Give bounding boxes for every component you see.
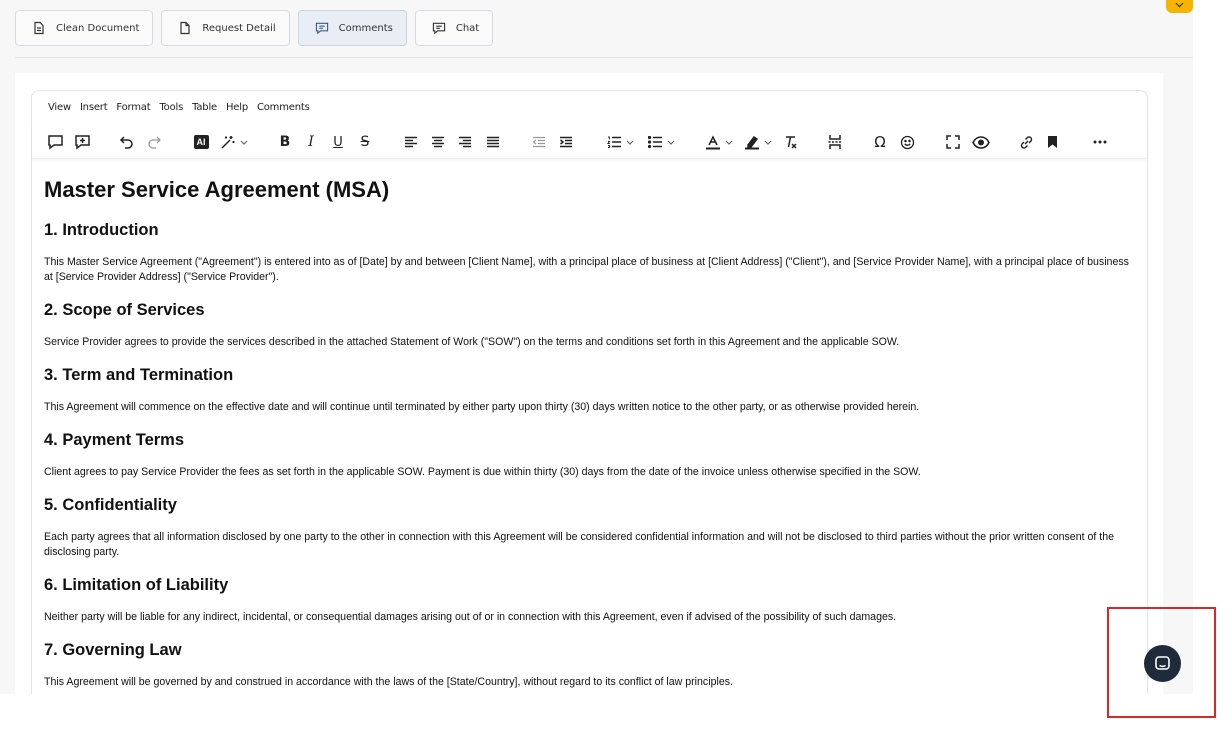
chevron-down-icon bbox=[667, 140, 675, 145]
undo-button[interactable] bbox=[118, 131, 134, 153]
link-button[interactable] bbox=[1018, 131, 1034, 153]
underline-button[interactable] bbox=[331, 131, 345, 153]
page-break-icon bbox=[828, 134, 842, 150]
tab-clean-document[interactable] bbox=[15, 10, 153, 46]
section-body: Neither party will be liable for any indirect, incidental, or consequential damages arising out of or in connection with this Agreement, even if advised of the possibility of such damages. bbox=[44, 611, 897, 623]
bold-icon: B bbox=[279, 134, 291, 150]
align-center-button[interactable] bbox=[431, 131, 445, 153]
chevron-down-icon bbox=[725, 140, 733, 145]
special-character-button[interactable] bbox=[872, 131, 888, 153]
fullscreen-button[interactable] bbox=[945, 131, 961, 153]
view-tabs bbox=[15, 10, 493, 46]
editor-panel bbox=[15, 73, 1163, 694]
chat-icon bbox=[432, 21, 446, 35]
section-heading: 6. Limitation of Liability bbox=[44, 576, 229, 594]
chevron-down-icon bbox=[764, 140, 772, 145]
bookmark-button[interactable] bbox=[1045, 131, 1059, 153]
fullscreen-icon bbox=[946, 135, 960, 149]
clear-formatting-button[interactable] bbox=[782, 131, 798, 153]
menu-view[interactable]: View bbox=[48, 102, 71, 113]
add-comment-button[interactable] bbox=[73, 131, 91, 153]
align-justify-button[interactable] bbox=[486, 131, 500, 153]
align-right-icon bbox=[458, 136, 472, 148]
section-heading: 4. Payment Terms bbox=[44, 431, 185, 449]
ai-button[interactable] bbox=[192, 131, 210, 153]
indent-button[interactable] bbox=[559, 131, 573, 153]
align-center-icon bbox=[431, 136, 445, 148]
undo-icon bbox=[119, 135, 134, 149]
more-horizontal-icon bbox=[1093, 140, 1107, 144]
menu-insert[interactable]: Insert bbox=[79, 102, 108, 113]
strikethrough-icon: S bbox=[360, 134, 370, 150]
align-left-button[interactable] bbox=[404, 131, 418, 153]
add-comment-icon bbox=[74, 134, 91, 150]
document-title: Master Service Agreement (MSA) bbox=[44, 177, 390, 202]
strikethrough-button[interactable] bbox=[357, 131, 373, 153]
editor-toolbar bbox=[32, 125, 1147, 159]
underline-icon: U bbox=[333, 134, 343, 150]
magic-wand-icon bbox=[220, 135, 236, 150]
section-body: Client agrees to pay Service Provider the fees as set forth in the applicable SOW. Payment is due within thirty (30) days from the date of the invoice unless otherwise specified in the SOW. bbox=[44, 466, 921, 478]
section-heading: 1. Introduction bbox=[44, 221, 159, 239]
page-break-button[interactable] bbox=[827, 131, 843, 153]
section-body: This Agreement will be governed by and construed in accordance with the laws of the [State/Country], without regard to its conflict of law principles. bbox=[44, 676, 733, 688]
file-icon bbox=[178, 21, 192, 35]
menu-format[interactable]: Format bbox=[116, 102, 151, 113]
italic-icon: I bbox=[308, 134, 314, 150]
eye-icon bbox=[972, 136, 990, 149]
preview-button[interactable] bbox=[972, 131, 990, 153]
section-body: This Master Service Agreement ("Agreement") is entered into as of [Date] by and between [Client Name], with a principal place of business at [Client Address] ("Client"), and [Service Provider Name], with a principal place of business at [Service Provider Address] ("Service Provider"). bbox=[44, 256, 1129, 283]
document-icon bbox=[32, 21, 46, 35]
section-body: This Agreement will commence on the effective date and will continue until terminated by either party upon thirty (30) days written notice to the other party, or as otherwise provided herein. bbox=[44, 401, 920, 413]
section-heading: 3. Term and Termination bbox=[44, 366, 234, 384]
section-heading: 2. Scope of Services bbox=[44, 301, 205, 319]
indent-icon bbox=[559, 136, 573, 148]
section-body: Service Provider agrees to provide the services described in the attached Statement of Work ("SOW") on the terms and conditions set forth in this Agreement and the applicable SOW. bbox=[44, 336, 900, 348]
emoji-icon bbox=[900, 135, 915, 150]
chat-launcher-button[interactable] bbox=[1144, 645, 1181, 682]
chevron-down-icon bbox=[240, 140, 248, 145]
magic-wand-dropdown[interactable] bbox=[219, 131, 249, 153]
more-options-button[interactable] bbox=[1091, 131, 1109, 153]
text-color-icon bbox=[705, 135, 721, 150]
ai-icon: AI bbox=[194, 135, 209, 149]
tab-chat[interactable] bbox=[415, 10, 493, 46]
editor-menubar bbox=[48, 102, 310, 118]
section-body: Each party agrees that all information disclosed by one party to the other in connection with this Agreement will be considered confidential information and will not be disclosed to third parties without the prior written consent of the disclosing party. bbox=[44, 531, 1114, 558]
omega-icon: Ω bbox=[874, 133, 886, 151]
redo-icon bbox=[147, 135, 162, 149]
bold-button[interactable] bbox=[277, 131, 293, 153]
tab-comments[interactable] bbox=[298, 10, 407, 46]
highlight-color-dropdown[interactable] bbox=[743, 131, 773, 153]
outdent-icon bbox=[532, 136, 546, 148]
tab-label: Request Detail bbox=[202, 22, 276, 34]
outdent-button[interactable] bbox=[532, 131, 546, 153]
corner-badge-icon[interactable] bbox=[1166, 0, 1193, 13]
emoji-button[interactable] bbox=[899, 131, 915, 153]
align-left-icon bbox=[404, 136, 418, 148]
comment-button[interactable] bbox=[46, 131, 64, 153]
rich-text-editor bbox=[31, 90, 1148, 694]
comment-icon bbox=[315, 21, 329, 35]
numbered-list-icon bbox=[607, 136, 622, 148]
divider bbox=[15, 57, 1193, 58]
italic-button[interactable] bbox=[304, 131, 318, 153]
tab-request-detail[interactable] bbox=[161, 10, 289, 46]
highlighter-icon bbox=[744, 135, 760, 150]
menu-comments[interactable]: Comments bbox=[256, 102, 310, 113]
bookmark-icon bbox=[1047, 135, 1058, 149]
menu-table[interactable]: Table bbox=[192, 102, 217, 113]
section-heading: 7. Governing Law bbox=[44, 641, 182, 659]
align-right-button[interactable] bbox=[458, 131, 472, 153]
link-icon bbox=[1019, 135, 1034, 150]
numbered-list-dropdown[interactable] bbox=[604, 131, 636, 153]
tab-label: Chat bbox=[455, 22, 480, 34]
menu-tools[interactable]: Tools bbox=[159, 102, 184, 113]
text-color-dropdown[interactable] bbox=[704, 131, 734, 153]
tab-label: Comments bbox=[338, 22, 393, 34]
comment-icon bbox=[47, 134, 64, 150]
clear-format-icon bbox=[783, 135, 798, 149]
align-justify-icon bbox=[486, 136, 500, 148]
bullet-list-dropdown[interactable] bbox=[645, 131, 677, 153]
chevron-down-icon bbox=[626, 140, 634, 145]
menu-help[interactable]: Help bbox=[225, 102, 248, 113]
right-gutter bbox=[1193, 0, 1232, 694]
bullet-list-icon bbox=[648, 136, 663, 148]
section-heading: 5. Confidentiality bbox=[44, 496, 177, 514]
messenger-icon bbox=[1154, 655, 1171, 672]
redo-button[interactable] bbox=[146, 131, 162, 153]
tab-label: Clean Document bbox=[56, 22, 140, 34]
